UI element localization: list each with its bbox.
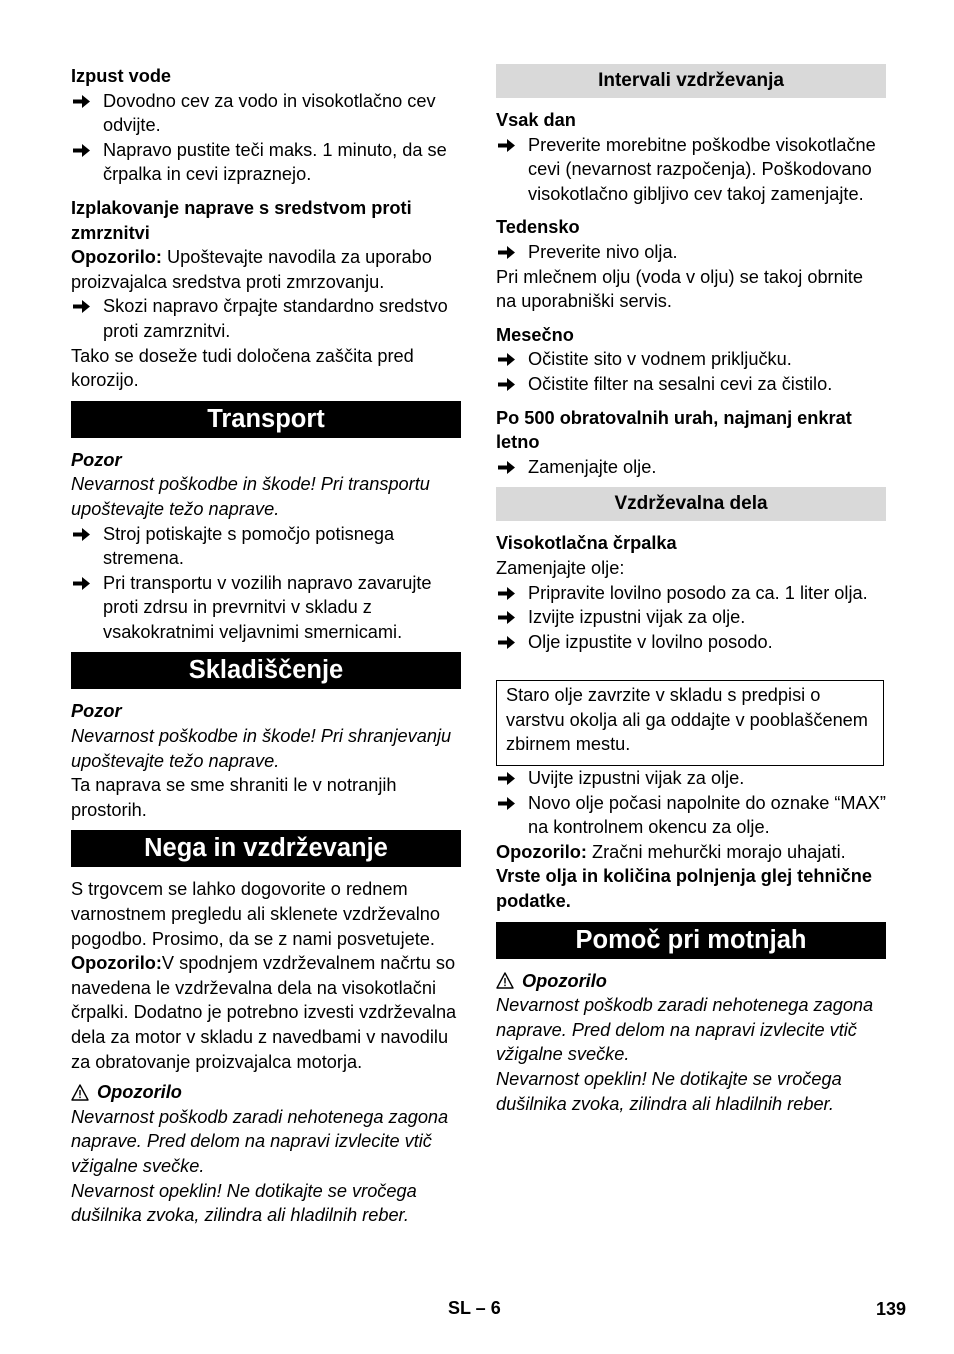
arrow-right-icon (498, 772, 515, 785)
list-item: Pripravite lovilno posodo za ca. 1 liter olja. (496, 581, 886, 606)
list-item: Zamenjajte olje. (496, 455, 886, 480)
warning-triangle-icon (71, 1084, 89, 1101)
section-heading: Visokotlačna črpalka (496, 533, 677, 554)
arrow-right-icon (73, 300, 90, 313)
list-item: Napravo pustite teči maks. 1 minuto, da se črpalka in cevi izpraznejo. (71, 138, 461, 187)
chapter-heading-skladiscenje: Skladiščenje (71, 652, 461, 689)
note-paragraph: Opozorilo:V spodnjem vzdrževalnem načrtu so navedena le vzdrževalna dela na visokotlačni črpalki. Dodatno je potrebno izvesti vzdrževalna dela za motor v skladu z navedbami v navodilu za obratovanje proizvajalca motorja. (71, 953, 457, 1072)
caution-text: Nevarnost poškodbe in škode! Pri shranjevanju upoštevajte težo naprave. (71, 726, 452, 771)
list-item: Stroj potiskajte s pomočjo potisnega stremena. (71, 522, 461, 571)
arrow-right-icon (498, 797, 515, 810)
list-item: Preverite morebitne poškodbe visokotlačne cevi (nevarnost razpočenja). Poškodovano visokotlačno gibljivo cev takoj zamenjajte. (496, 133, 886, 207)
note-paragraph: Opozorilo: Zračni mehurčki morajo uhajati. (496, 841, 846, 862)
note-paragraph: Opozorilo: Upoštevajte navodila za uporabo proizvajalca sredstva proti zmrzovanju. (71, 247, 432, 292)
subchapter-heading-intervali: Intervali vzdrževanja (496, 64, 886, 98)
caution-text: Nevarnost poškodbe in škode! Pri transportu upoštevajte težo naprave. (71, 474, 430, 519)
list-item: Skozi napravo črpajte standardno sredstvo proti zamrznitvi. (71, 294, 461, 343)
arrow-right-icon (498, 587, 515, 600)
warning-text: Nevarnost opeklin! Ne dotikajte se vročega dušilnika zvoka, zilindra ali hladilnih reber. (496, 1069, 842, 1114)
warning-header (496, 969, 886, 994)
arrow-right-icon (73, 577, 90, 590)
list-item: Očistite filter na sesalni cevi za čistilo. (496, 372, 886, 397)
paragraph: Pri mlečnem olju (voda v olju) se takoj obrnite na uporabniški servis. (496, 266, 863, 312)
list-item: Izvijte izpustni vijak za olje. (496, 605, 886, 630)
warning-text: Nevarnost poškodb zaradi nehotenega zagona naprave. Pred delom na napravi izvlecite vtič vžigalne svečke. (71, 1106, 449, 1176)
note-box-text: Staro olje zavrzite v skladu s predpisi o varstvu okolja ali ga oddajte v pooblaščenem zbirnem mestu. (506, 685, 868, 755)
list-item: Novo olje počasi napolnite do oznake “MAX” na kontrolnem okencu za olje. (496, 791, 886, 840)
arrow-right-icon (73, 95, 90, 108)
list-item: Olje izpustite v lovilno posodo. (496, 630, 886, 655)
arrow-right-icon (498, 611, 515, 624)
list-item: Uvijte izpustni vijak za olje. (496, 766, 886, 791)
paragraph: S trgovcem se lahko dogovorite o rednem varnostnem pregledu ali sklenete vzdrževalno pogodbo. Prosimo, da se z nami posvetujete. (71, 879, 441, 949)
chapter-heading-pomoc: Pomoč pri motnjah (496, 922, 886, 959)
chapter-heading-transport: Transport (71, 401, 461, 438)
bold-reference: Vrste olja in količina polnjenja glej tehnične podatke. (496, 866, 872, 912)
arrow-right-icon (498, 139, 515, 152)
arrow-right-icon (498, 461, 515, 474)
warning-label: Opozorilo (97, 1082, 182, 1103)
subchapter-heading-vzdrzevalna-dela: Vzdrževalna dela (496, 487, 886, 521)
arrow-right-icon (73, 144, 90, 157)
section-heading: Vsak dan (496, 110, 576, 130)
arrow-right-icon (498, 378, 515, 391)
section-heading: Izplakovanje naprave s sredstvom proti zmrznitvi (71, 197, 412, 243)
warning-text: Nevarnost opeklin! Ne dotikajte se vročega dušilnika zvoka, zilindra ali hladilnih reber. (71, 1180, 417, 1226)
paragraph: Zamenjajte olje: (496, 557, 625, 578)
arrow-right-icon (498, 246, 515, 259)
list-item: Očistite sito v vodnem priključku. (496, 347, 886, 372)
warning-text: Nevarnost poškodb zaradi nehotenega zagona naprave. Pred delom na napravi izvlecite vtič vžigalne svečke. (496, 995, 874, 1065)
section-heading: Mesečno (496, 324, 574, 345)
section-heading: Po 500 obratovalnih urah, najmanj enkrat letno (496, 407, 852, 453)
warning-header (71, 1080, 461, 1105)
note-label: Opozorilo: (71, 953, 162, 974)
list-item: Dovodno cev za vodo in visokotlačno cev odvijte. (71, 89, 461, 138)
section-heading: Izpust vode (71, 66, 172, 86)
left-column (71, 64, 461, 1228)
environment-note-box (496, 680, 884, 766)
note-label: Opozorilo: (496, 841, 587, 862)
paragraph: Tako se doseže tudi določena zaščita pred korozijo. (71, 345, 414, 391)
caution-label: Pozor (71, 449, 122, 470)
arrow-right-icon (73, 528, 90, 541)
warning-label: Opozorilo (522, 970, 607, 991)
footer-language-page: SL – 6 (448, 1298, 501, 1318)
chapter-heading-nega: Nega in vzdrževanje (71, 830, 461, 867)
footer-page-number: 139 (876, 1299, 907, 1319)
note-label: Opozorilo: (71, 247, 162, 268)
arrow-right-icon (498, 353, 515, 366)
list-item: Pri transportu v vozilih napravo zavarujte proti zdrsu in prevrnitvi v skladu z vsakokratnimi veljavnimi smernicami. (71, 571, 461, 645)
arrow-right-icon (498, 636, 515, 649)
warning-triangle-icon (496, 972, 514, 989)
list-item: Preverite nivo olja. (496, 240, 886, 265)
paragraph: Ta naprava se sme shraniti le v notranjih prostorih. (71, 775, 397, 820)
section-heading: Tedensko (496, 217, 580, 238)
right-column (496, 64, 886, 1116)
caution-label: Pozor (71, 701, 122, 722)
